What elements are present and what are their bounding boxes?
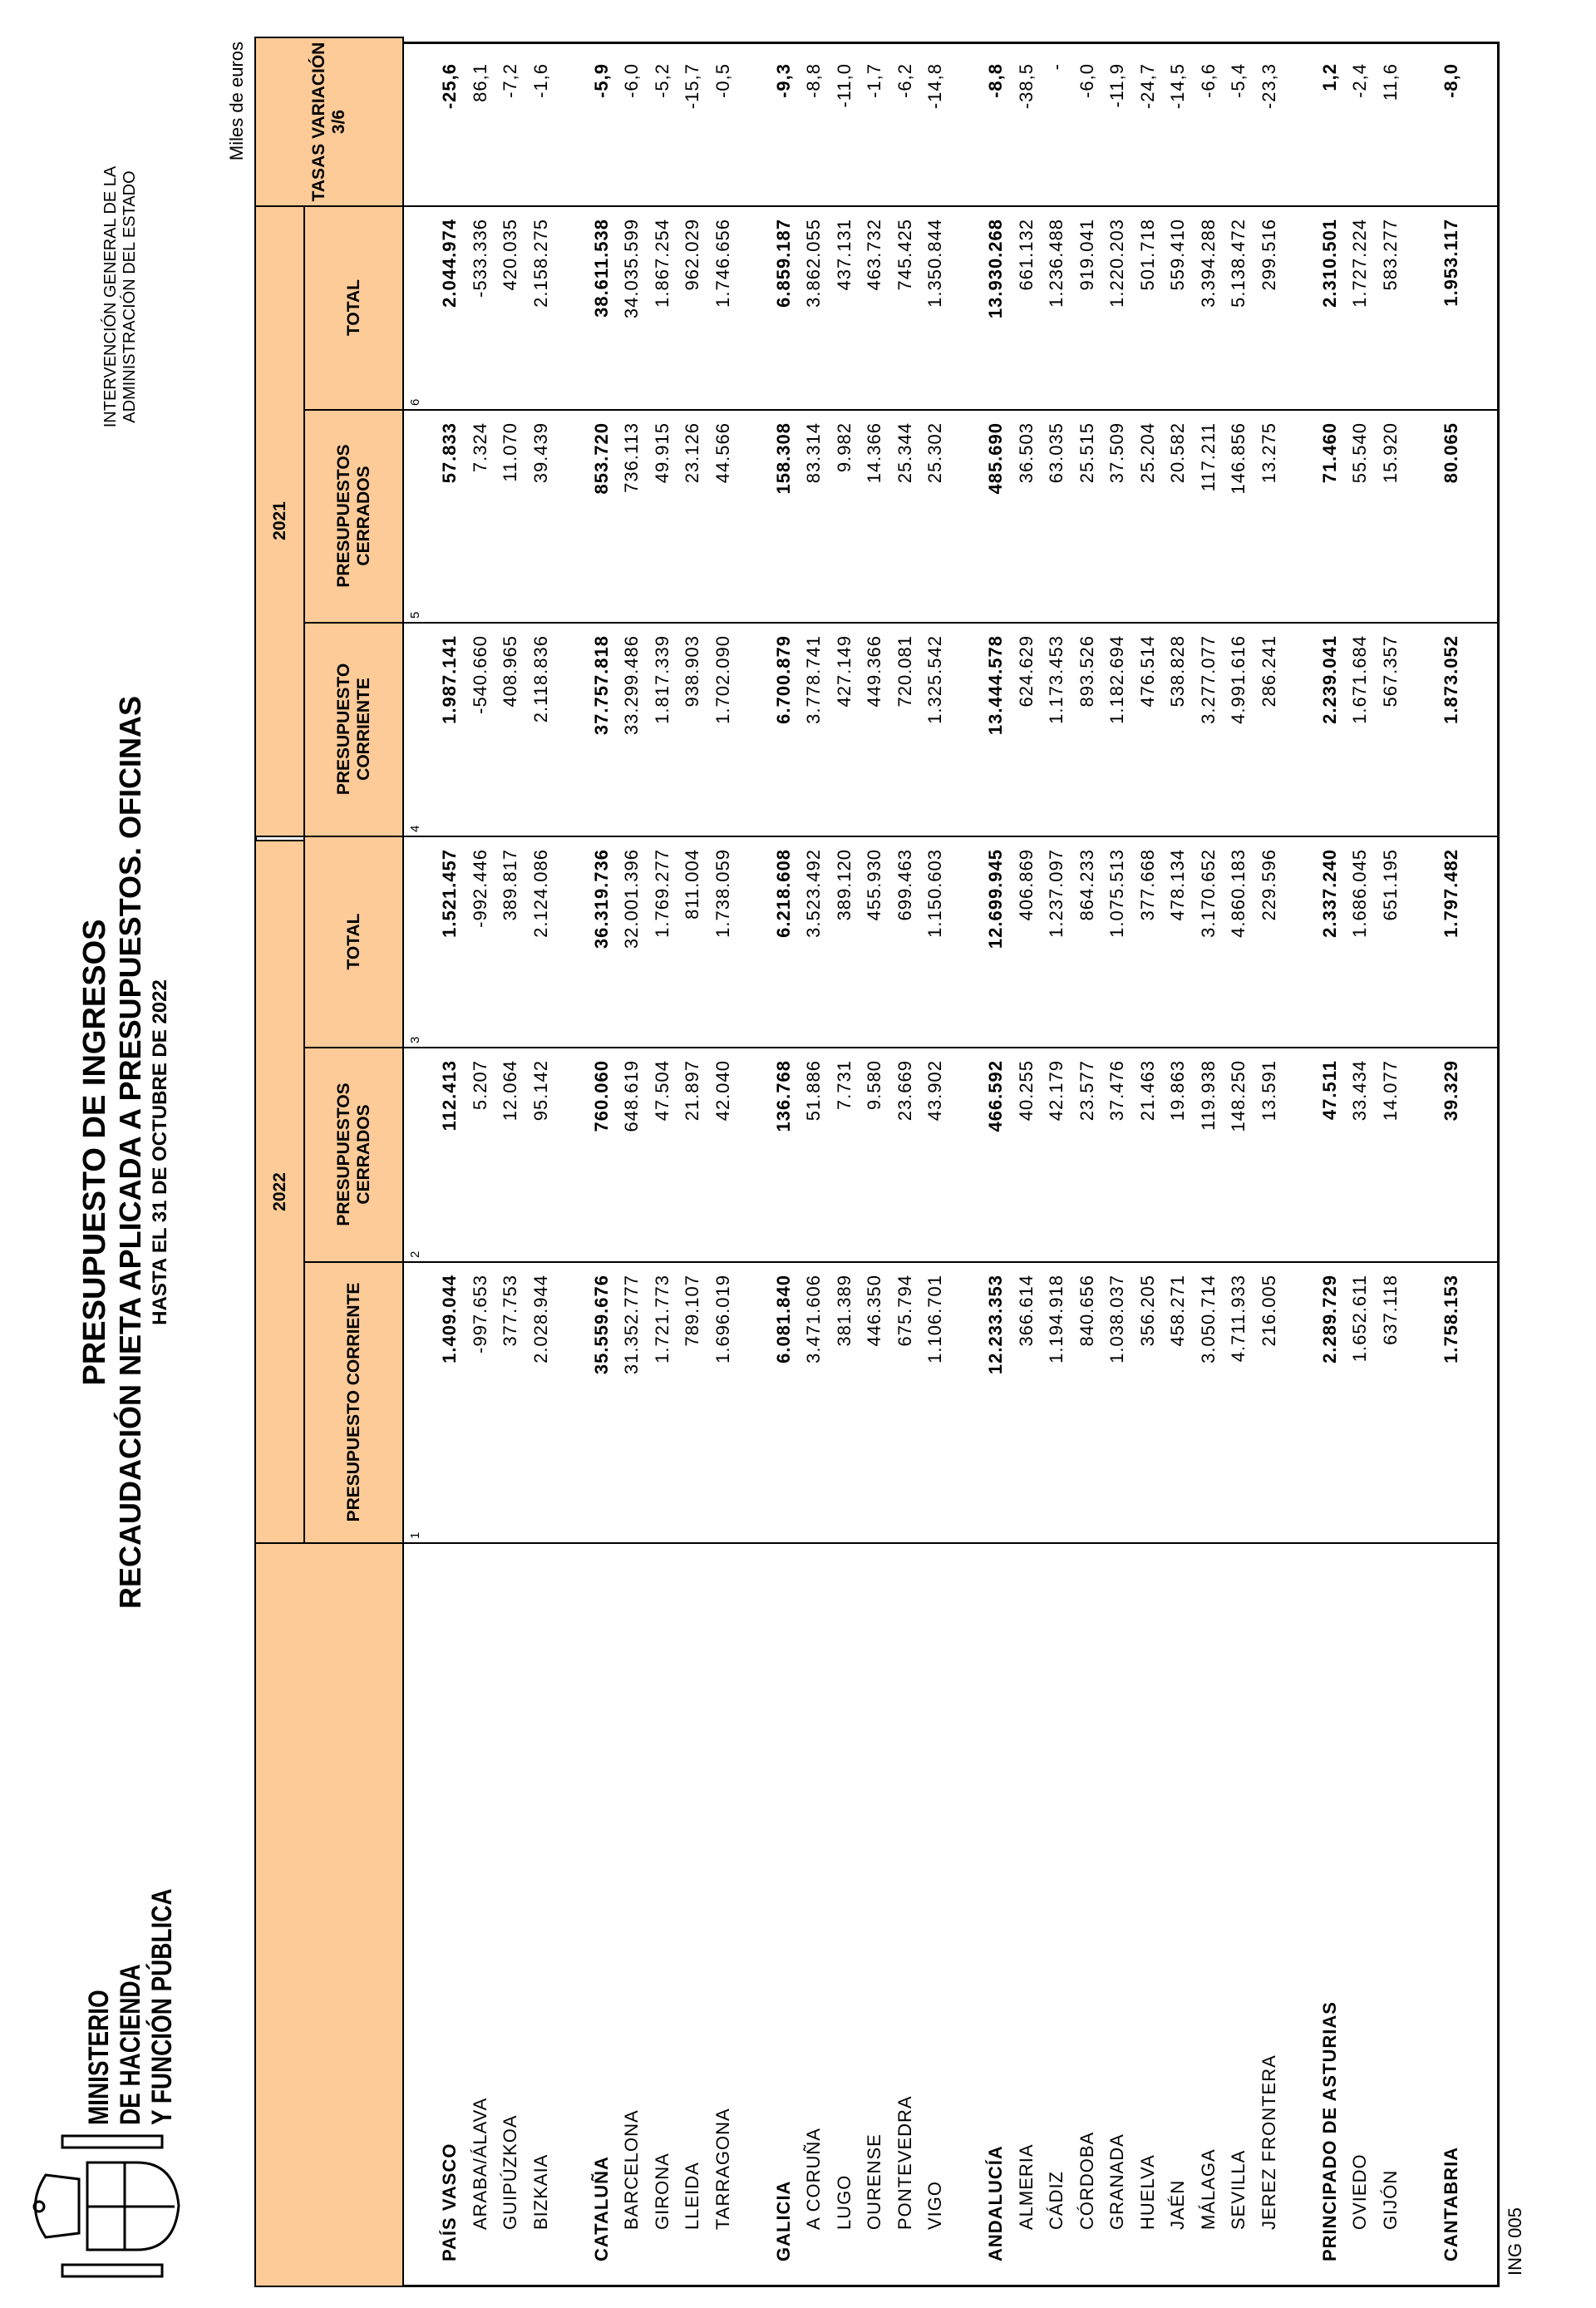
row-value: 1.817.339 bbox=[651, 635, 672, 724]
row-value: 2.158.275 bbox=[530, 219, 551, 308]
row-value: 501.718 bbox=[1136, 219, 1158, 291]
row-value: 675.794 bbox=[894, 1275, 915, 1347]
row-value: 893.526 bbox=[1076, 635, 1097, 708]
row-label: PONTEVEDRA bbox=[894, 2095, 915, 2230]
row-label: BIZKAIA bbox=[530, 2153, 551, 2230]
row-value: 36.319.736 bbox=[590, 849, 612, 949]
row-value: 1.237.097 bbox=[1046, 849, 1066, 938]
row-value: -15,7 bbox=[682, 63, 702, 110]
table-row-region bbox=[1315, 44, 1346, 2285]
row-value: 158.308 bbox=[772, 422, 794, 495]
row-value: -5,4 bbox=[1228, 63, 1249, 98]
row-label: CÁDIZ bbox=[1046, 2171, 1066, 2230]
row-value: 661.132 bbox=[1015, 219, 1037, 291]
table-row-office bbox=[526, 44, 557, 2285]
ministry-line-1: MINISTERIO bbox=[83, 1990, 115, 2125]
row-value: -540.660 bbox=[469, 635, 490, 714]
table-row-office bbox=[1042, 44, 1072, 2285]
row-value: 33.299.486 bbox=[621, 635, 642, 736]
row-value: 14.366 bbox=[864, 422, 884, 484]
ministry-line-3: Y FUNCIÓN PÚBLICA bbox=[146, 1888, 178, 2125]
row-value: 559.410 bbox=[1167, 219, 1188, 291]
row-value: 760.060 bbox=[590, 1060, 612, 1132]
row-value: 11.070 bbox=[500, 422, 520, 482]
row-value: 3.050.714 bbox=[1197, 1275, 1219, 1364]
row-value: 583.277 bbox=[1379, 219, 1401, 291]
row-value: 4.860.183 bbox=[1228, 849, 1249, 938]
table-row-office bbox=[677, 44, 708, 2285]
row-value: 1.873.052 bbox=[1440, 635, 1461, 724]
row-label: GALICIA bbox=[772, 2180, 794, 2261]
row-value: -11,0 bbox=[833, 63, 855, 108]
row-value: 720.081 bbox=[894, 635, 915, 708]
row-value: - bbox=[1046, 63, 1066, 71]
row-value: 466.592 bbox=[985, 1060, 1006, 1132]
table-row-office bbox=[890, 44, 921, 2285]
col-presupuestos-cerrados-2021: PRESUPUESTOS CERRADOS bbox=[303, 408, 404, 624]
row-value: 1.867.254 bbox=[651, 219, 672, 308]
row-value: 1.652.611 bbox=[1349, 1275, 1370, 1363]
row-value: -8,8 bbox=[803, 63, 824, 98]
row-value: 1.038.037 bbox=[1106, 1275, 1127, 1364]
row-value: 420.035 bbox=[500, 219, 520, 291]
row-value: 1.671.684 bbox=[1349, 635, 1370, 724]
row-value: -2,4 bbox=[1349, 63, 1370, 98]
report-code: ING 005 bbox=[1505, 2207, 1525, 2276]
table-row-office bbox=[1194, 44, 1224, 2285]
row-value: 1.746.656 bbox=[712, 219, 733, 308]
row-value: 853.720 bbox=[590, 422, 612, 495]
row-value: 39.329 bbox=[1440, 1060, 1461, 1122]
row-value: 458.271 bbox=[1167, 1275, 1188, 1347]
row-label: GUIPÚZKOA bbox=[500, 2114, 520, 2230]
row-value: -0,5 bbox=[712, 63, 733, 98]
table-row-office bbox=[708, 44, 739, 2285]
row-value: 12.699.945 bbox=[985, 849, 1006, 949]
row-value: 377.668 bbox=[1136, 849, 1158, 921]
row-value: 1.758.153 bbox=[1440, 1275, 1461, 1364]
row-value: 47.504 bbox=[651, 1060, 672, 1122]
row-value: 699.463 bbox=[894, 849, 915, 921]
row-value: 63.035 bbox=[1046, 422, 1066, 484]
table-row-office bbox=[920, 44, 951, 2285]
row-value: 216.005 bbox=[1258, 1275, 1279, 1347]
row-value: -14,5 bbox=[1167, 63, 1188, 110]
row-value: 4.711.933 bbox=[1228, 1275, 1249, 1363]
row-value: 648.619 bbox=[621, 1060, 642, 1132]
row-value: -533.336 bbox=[469, 219, 490, 298]
table-row-office bbox=[1254, 44, 1285, 2285]
row-value: 463.732 bbox=[864, 219, 884, 291]
row-value: 23.577 bbox=[1076, 1060, 1097, 1122]
row-value: 1.409.044 bbox=[439, 1275, 460, 1364]
row-value: 1.106.701 bbox=[924, 1275, 945, 1364]
row-value: -25,6 bbox=[439, 63, 460, 110]
row-value: 13.444.578 bbox=[985, 635, 1006, 736]
row-value: 57.833 bbox=[439, 422, 460, 484]
row-value: 7.324 bbox=[469, 422, 490, 473]
table-row-office bbox=[799, 44, 830, 2285]
row-value: 148.250 bbox=[1228, 1060, 1249, 1132]
units-label: Miles de euros bbox=[226, 42, 247, 161]
row-value: -14,8 bbox=[924, 63, 945, 110]
row-value: 1,2 bbox=[1318, 63, 1340, 91]
row-value: -992.446 bbox=[469, 849, 490, 928]
row-value: -1,6 bbox=[530, 63, 551, 98]
row-value: 13.591 bbox=[1258, 1060, 1279, 1122]
row-value: 2.310.501 bbox=[1318, 219, 1340, 308]
agency-line-2: ADMINISTRACIÓN DEL ESTADO bbox=[121, 170, 139, 423]
row-value: 406.869 bbox=[1015, 849, 1037, 921]
row-value: 11,6 bbox=[1379, 63, 1401, 101]
row-value: -8,0 bbox=[1440, 63, 1461, 98]
row-value: 112.413 bbox=[439, 1060, 460, 1132]
row-value: 3.523.492 bbox=[803, 849, 824, 938]
row-value: 1.350.844 bbox=[924, 219, 945, 308]
row-label: LUGO bbox=[833, 2174, 855, 2230]
table-row-region bbox=[435, 44, 466, 2285]
report-title: PRESUPUESTO DE INGRESOS bbox=[77, 919, 112, 1386]
table-row-office bbox=[1345, 44, 1376, 2285]
row-value: 1.727.224 bbox=[1349, 219, 1370, 308]
row-value: 31.352.777 bbox=[621, 1275, 642, 1375]
table-row-office bbox=[495, 44, 526, 2285]
row-value: 478.134 bbox=[1167, 849, 1188, 921]
row-value: 962.029 bbox=[682, 219, 702, 291]
row-value: 21.897 bbox=[682, 1060, 702, 1122]
column-number: 1 bbox=[408, 1531, 422, 1539]
col-presupuesto-corriente-2022: PRESUPUESTO CORRIENTE bbox=[303, 1260, 404, 1544]
row-value: 1.769.277 bbox=[651, 849, 672, 938]
row-value: 44.566 bbox=[712, 422, 733, 484]
table-row-office bbox=[648, 44, 678, 2285]
row-label: VIGO bbox=[924, 2180, 945, 2230]
row-value: 1.721.773 bbox=[651, 1275, 672, 1364]
row-value: 42.179 bbox=[1046, 1060, 1066, 1122]
row-value: -5,9 bbox=[590, 63, 612, 98]
row-value: -9,3 bbox=[772, 63, 794, 98]
row-value: 229.596 bbox=[1258, 849, 1279, 921]
row-value: 437.131 bbox=[833, 219, 855, 291]
row-value: 36.503 bbox=[1015, 422, 1037, 484]
row-label: ANDALUCÍA bbox=[985, 2145, 1006, 2261]
coat-of-arms-logo bbox=[29, 2129, 191, 2283]
row-value: -38,5 bbox=[1015, 63, 1037, 110]
table-row-office bbox=[617, 44, 648, 2285]
row-value: 6.859.187 bbox=[772, 219, 794, 308]
row-value: 2.124.086 bbox=[530, 849, 551, 938]
row-value: 3.394.288 bbox=[1197, 219, 1219, 308]
row-value: 25.515 bbox=[1076, 422, 1097, 484]
row-value: 286.241 bbox=[1258, 635, 1279, 708]
row-value: 51.886 bbox=[803, 1060, 824, 1122]
agency-line-1: INTERVENCIÓN GENERAL DE LA bbox=[101, 165, 120, 428]
column-number: 4 bbox=[408, 825, 422, 832]
col-presupuesto-corriente-2021: PRESUPUESTO CORRIENTE bbox=[303, 621, 404, 837]
row-value: 32.001.396 bbox=[621, 849, 642, 949]
row-value: 1.325.542 bbox=[924, 635, 945, 724]
table-row-region bbox=[1436, 44, 1467, 2285]
row-value: 2.118.836 bbox=[530, 635, 551, 723]
row-label: BARCELONA bbox=[621, 2109, 642, 2230]
row-value: 1.987.141 bbox=[439, 635, 460, 724]
row-value: 6.081.840 bbox=[772, 1275, 794, 1364]
row-value: 1.236.488 bbox=[1046, 219, 1066, 308]
row-value: -1,7 bbox=[864, 63, 884, 98]
row-value: 3.778.741 bbox=[803, 635, 824, 724]
revenue-table bbox=[254, 42, 1500, 2287]
row-value: 23.669 bbox=[894, 1060, 915, 1122]
row-value: -23,3 bbox=[1258, 63, 1279, 110]
row-value: 651.195 bbox=[1379, 849, 1401, 921]
row-value: 80.065 bbox=[1440, 422, 1461, 484]
row-value: 3.862.055 bbox=[803, 219, 824, 308]
table-row-region bbox=[769, 44, 800, 2285]
row-value: 1.521.457 bbox=[439, 849, 460, 938]
row-value: 6.700.879 bbox=[772, 635, 794, 724]
row-value: 1.173.453 bbox=[1046, 635, 1066, 724]
row-value: 449.366 bbox=[864, 635, 884, 708]
row-value: 567.357 bbox=[1379, 635, 1401, 708]
table-row-region bbox=[587, 44, 618, 2285]
row-label: ARABA/ÁLAVA bbox=[469, 2097, 490, 2230]
col-total-2022: TOTAL bbox=[303, 835, 404, 1048]
row-value: 485.690 bbox=[985, 422, 1006, 495]
year-2022-header: 2022 bbox=[254, 840, 305, 1544]
row-label: TARRAGONA bbox=[712, 2108, 733, 2230]
row-value: 811.004 bbox=[682, 849, 702, 920]
row-value: -6,0 bbox=[621, 63, 642, 98]
report-subtitle: RECAUDACIÓN NETA APLICADA A PRESUPUESTOS. OFICINAS bbox=[113, 695, 147, 1610]
row-value: 299.516 bbox=[1258, 219, 1279, 291]
table-row-office bbox=[1133, 44, 1164, 2285]
row-value: 1.953.117 bbox=[1440, 219, 1461, 307]
row-label: PRINCIPADO DE ASTURIAS bbox=[1318, 2001, 1340, 2261]
row-label: CATALUÑA bbox=[590, 2156, 612, 2261]
row-label: MÁLAGA bbox=[1197, 2148, 1219, 2230]
row-label: LLEIDA bbox=[682, 2162, 702, 2230]
row-value: 840.656 bbox=[1076, 1275, 1097, 1347]
table-row-office bbox=[830, 44, 860, 2285]
row-value: 1.702.090 bbox=[712, 635, 733, 724]
row-value: 49.915 bbox=[651, 422, 672, 484]
row-value: 2.239.041 bbox=[1318, 635, 1340, 724]
table-row-office bbox=[1072, 44, 1103, 2285]
row-value: 408.965 bbox=[500, 635, 520, 708]
table-body bbox=[435, 44, 1466, 2285]
row-value: -5,2 bbox=[651, 63, 672, 98]
row-value: 538.828 bbox=[1167, 635, 1188, 708]
row-value: 1.686.045 bbox=[1349, 849, 1370, 938]
row-value: 2.289.729 bbox=[1318, 1275, 1340, 1364]
year-2021-header: 2021 bbox=[254, 205, 305, 837]
row-value: 35.559.676 bbox=[590, 1275, 612, 1375]
row-value: 37.476 bbox=[1106, 1060, 1127, 1122]
row-value: 119.938 bbox=[1197, 1060, 1219, 1131]
row-value: 23.126 bbox=[682, 422, 702, 484]
row-value: 39.439 bbox=[530, 422, 551, 484]
table-row-office bbox=[1163, 44, 1194, 2285]
row-value: -11,9 bbox=[1106, 63, 1127, 108]
row-label: JEREZ FRONTERA bbox=[1258, 2054, 1279, 2230]
row-label: JAÉN bbox=[1167, 2179, 1188, 2230]
row-label: GIJÓN bbox=[1379, 2169, 1401, 2230]
row-label: SEVILLA bbox=[1228, 2149, 1249, 2230]
row-value: 86,1 bbox=[469, 63, 490, 102]
row-label: OVIEDO bbox=[1349, 2153, 1370, 2230]
table-row-office bbox=[1376, 44, 1406, 2285]
table-row-region bbox=[981, 44, 1012, 2285]
row-value: 14.077 bbox=[1379, 1060, 1401, 1122]
row-value: 864.233 bbox=[1076, 849, 1097, 921]
report-date: HASTA EL 31 DE OCTUBRE DE 2022 bbox=[149, 979, 171, 1325]
row-value: 55.540 bbox=[1349, 422, 1370, 484]
row-value: 20.582 bbox=[1167, 422, 1188, 484]
row-value: -8,8 bbox=[985, 63, 1006, 98]
row-value: 117.211 bbox=[1197, 422, 1219, 492]
row-value: 3.170.652 bbox=[1197, 849, 1219, 938]
row-value: 1.194.918 bbox=[1046, 1275, 1066, 1364]
row-value: 12.233.353 bbox=[985, 1275, 1006, 1375]
table-row-office bbox=[1224, 44, 1254, 2285]
row-value: 1.150.603 bbox=[924, 849, 945, 938]
row-label: GRANADA bbox=[1106, 2133, 1127, 2230]
row-value: 13.930.268 bbox=[985, 219, 1006, 319]
row-label: GIRONA bbox=[651, 2153, 672, 2230]
row-value: 389.817 bbox=[500, 849, 520, 921]
column-number: 6 bbox=[408, 398, 422, 406]
col-total-2021: TOTAL bbox=[303, 205, 404, 411]
row-value: 12.064 bbox=[500, 1060, 520, 1122]
row-value: -6,2 bbox=[894, 63, 915, 98]
row-label: CÓRDOBA bbox=[1076, 2131, 1097, 2230]
report-title-block bbox=[76, 696, 173, 1609]
column-number: 5 bbox=[408, 611, 422, 619]
row-value: 624.629 bbox=[1015, 635, 1037, 708]
col-tasas-variacion: TASAS VARIACIÓN 3/6 bbox=[254, 37, 404, 207]
row-label: A CORUÑA bbox=[803, 2128, 824, 2230]
row-value: 377.753 bbox=[500, 1275, 520, 1347]
row-value: 736.113 bbox=[621, 422, 642, 493]
row-value: 2.337.240 bbox=[1318, 849, 1340, 938]
row-value: 476.514 bbox=[1136, 635, 1158, 708]
row-value: 71.460 bbox=[1318, 422, 1340, 484]
row-value: 2.028.944 bbox=[530, 1275, 551, 1364]
row-value: -24,7 bbox=[1136, 63, 1158, 110]
row-value: 1.797.482 bbox=[1440, 849, 1461, 938]
row-value: 5.207 bbox=[469, 1060, 490, 1111]
row-value: 427.149 bbox=[833, 635, 855, 708]
col-presupuestos-cerrados-2022: PRESUPUESTOS CERRADOS bbox=[303, 1046, 404, 1263]
table-row-office bbox=[466, 44, 496, 2285]
row-value: 6.218.608 bbox=[772, 849, 794, 938]
row-value: 25.302 bbox=[924, 422, 945, 484]
row-value: 37.509 bbox=[1106, 422, 1127, 484]
row-value: -6,6 bbox=[1197, 63, 1219, 98]
table-row-office bbox=[1012, 44, 1042, 2285]
column-number: 2 bbox=[408, 1250, 422, 1258]
ministry-line-2: DE HACIENDA bbox=[115, 1964, 146, 2125]
row-label: CANTABRIA bbox=[1440, 2146, 1461, 2261]
row-value: 33.434 bbox=[1349, 1060, 1370, 1122]
table-row-office bbox=[860, 44, 890, 2285]
row-value: 34.035.599 bbox=[621, 219, 642, 319]
row-value: 3.471.606 bbox=[803, 1275, 824, 1364]
row-value: 919.041 bbox=[1076, 219, 1097, 291]
row-value: 83.314 bbox=[803, 422, 824, 484]
row-value: 366.614 bbox=[1015, 1275, 1037, 1347]
row-value: 37.757.818 bbox=[590, 635, 612, 736]
row-value: 47.511 bbox=[1318, 1060, 1340, 1121]
row-value: 5.138.472 bbox=[1228, 219, 1249, 308]
table-row-office bbox=[1102, 44, 1133, 2285]
row-value: 1.696.019 bbox=[712, 1275, 733, 1364]
row-value: 9.580 bbox=[864, 1060, 884, 1111]
row-value: 146.856 bbox=[1228, 422, 1249, 495]
row-value: 21.463 bbox=[1136, 1060, 1158, 1122]
row-value: 43.902 bbox=[924, 1060, 945, 1122]
agency-name bbox=[101, 143, 140, 451]
label-column-header bbox=[254, 1541, 404, 2287]
row-value: 389.120 bbox=[833, 849, 855, 921]
row-value: 745.425 bbox=[894, 219, 915, 291]
row-value: 1.182.694 bbox=[1106, 635, 1127, 724]
row-value: 42.040 bbox=[712, 1060, 733, 1122]
row-value: 13.275 bbox=[1258, 422, 1279, 484]
row-value: 25.204 bbox=[1136, 422, 1158, 484]
row-value: 446.350 bbox=[864, 1275, 884, 1347]
row-value: 789.107 bbox=[682, 1275, 702, 1347]
row-value: -997.653 bbox=[469, 1275, 490, 1354]
row-value: 3.277.077 bbox=[1197, 635, 1219, 724]
row-value: 40.255 bbox=[1015, 1060, 1037, 1122]
row-label: ALMERIA bbox=[1015, 2143, 1037, 2230]
row-value: -6,0 bbox=[1076, 63, 1097, 98]
row-value: -7,2 bbox=[500, 63, 520, 98]
row-value: 938.903 bbox=[682, 635, 702, 708]
row-value: 637.118 bbox=[1379, 1275, 1401, 1345]
row-value: 381.389 bbox=[833, 1275, 855, 1347]
column-number: 3 bbox=[408, 1036, 422, 1043]
row-label: PAÍS VASCO bbox=[439, 2143, 460, 2261]
row-value: 136.768 bbox=[772, 1060, 794, 1132]
row-value: 25.344 bbox=[894, 422, 915, 484]
row-value: 1.738.059 bbox=[712, 849, 733, 938]
row-value: 38.611.538 bbox=[590, 219, 612, 318]
row-label: OURENSE bbox=[864, 2133, 884, 2230]
row-value: 9.982 bbox=[833, 422, 855, 473]
row-value: 2.044.974 bbox=[439, 219, 460, 308]
row-value: 1.075.513 bbox=[1106, 849, 1127, 938]
row-value: 455.930 bbox=[864, 849, 884, 921]
row-value: 4.991.616 bbox=[1228, 635, 1249, 724]
row-label: HUELVA bbox=[1136, 2154, 1158, 2230]
row-value: 356.205 bbox=[1136, 1275, 1158, 1347]
row-value: 7.731 bbox=[833, 1060, 855, 1111]
row-value: 95.142 bbox=[530, 1060, 551, 1122]
row-value: 1.220.203 bbox=[1106, 219, 1127, 308]
row-value: 19.863 bbox=[1167, 1060, 1188, 1122]
row-value: 15.920 bbox=[1379, 422, 1401, 484]
ministry-name bbox=[83, 1888, 178, 2125]
